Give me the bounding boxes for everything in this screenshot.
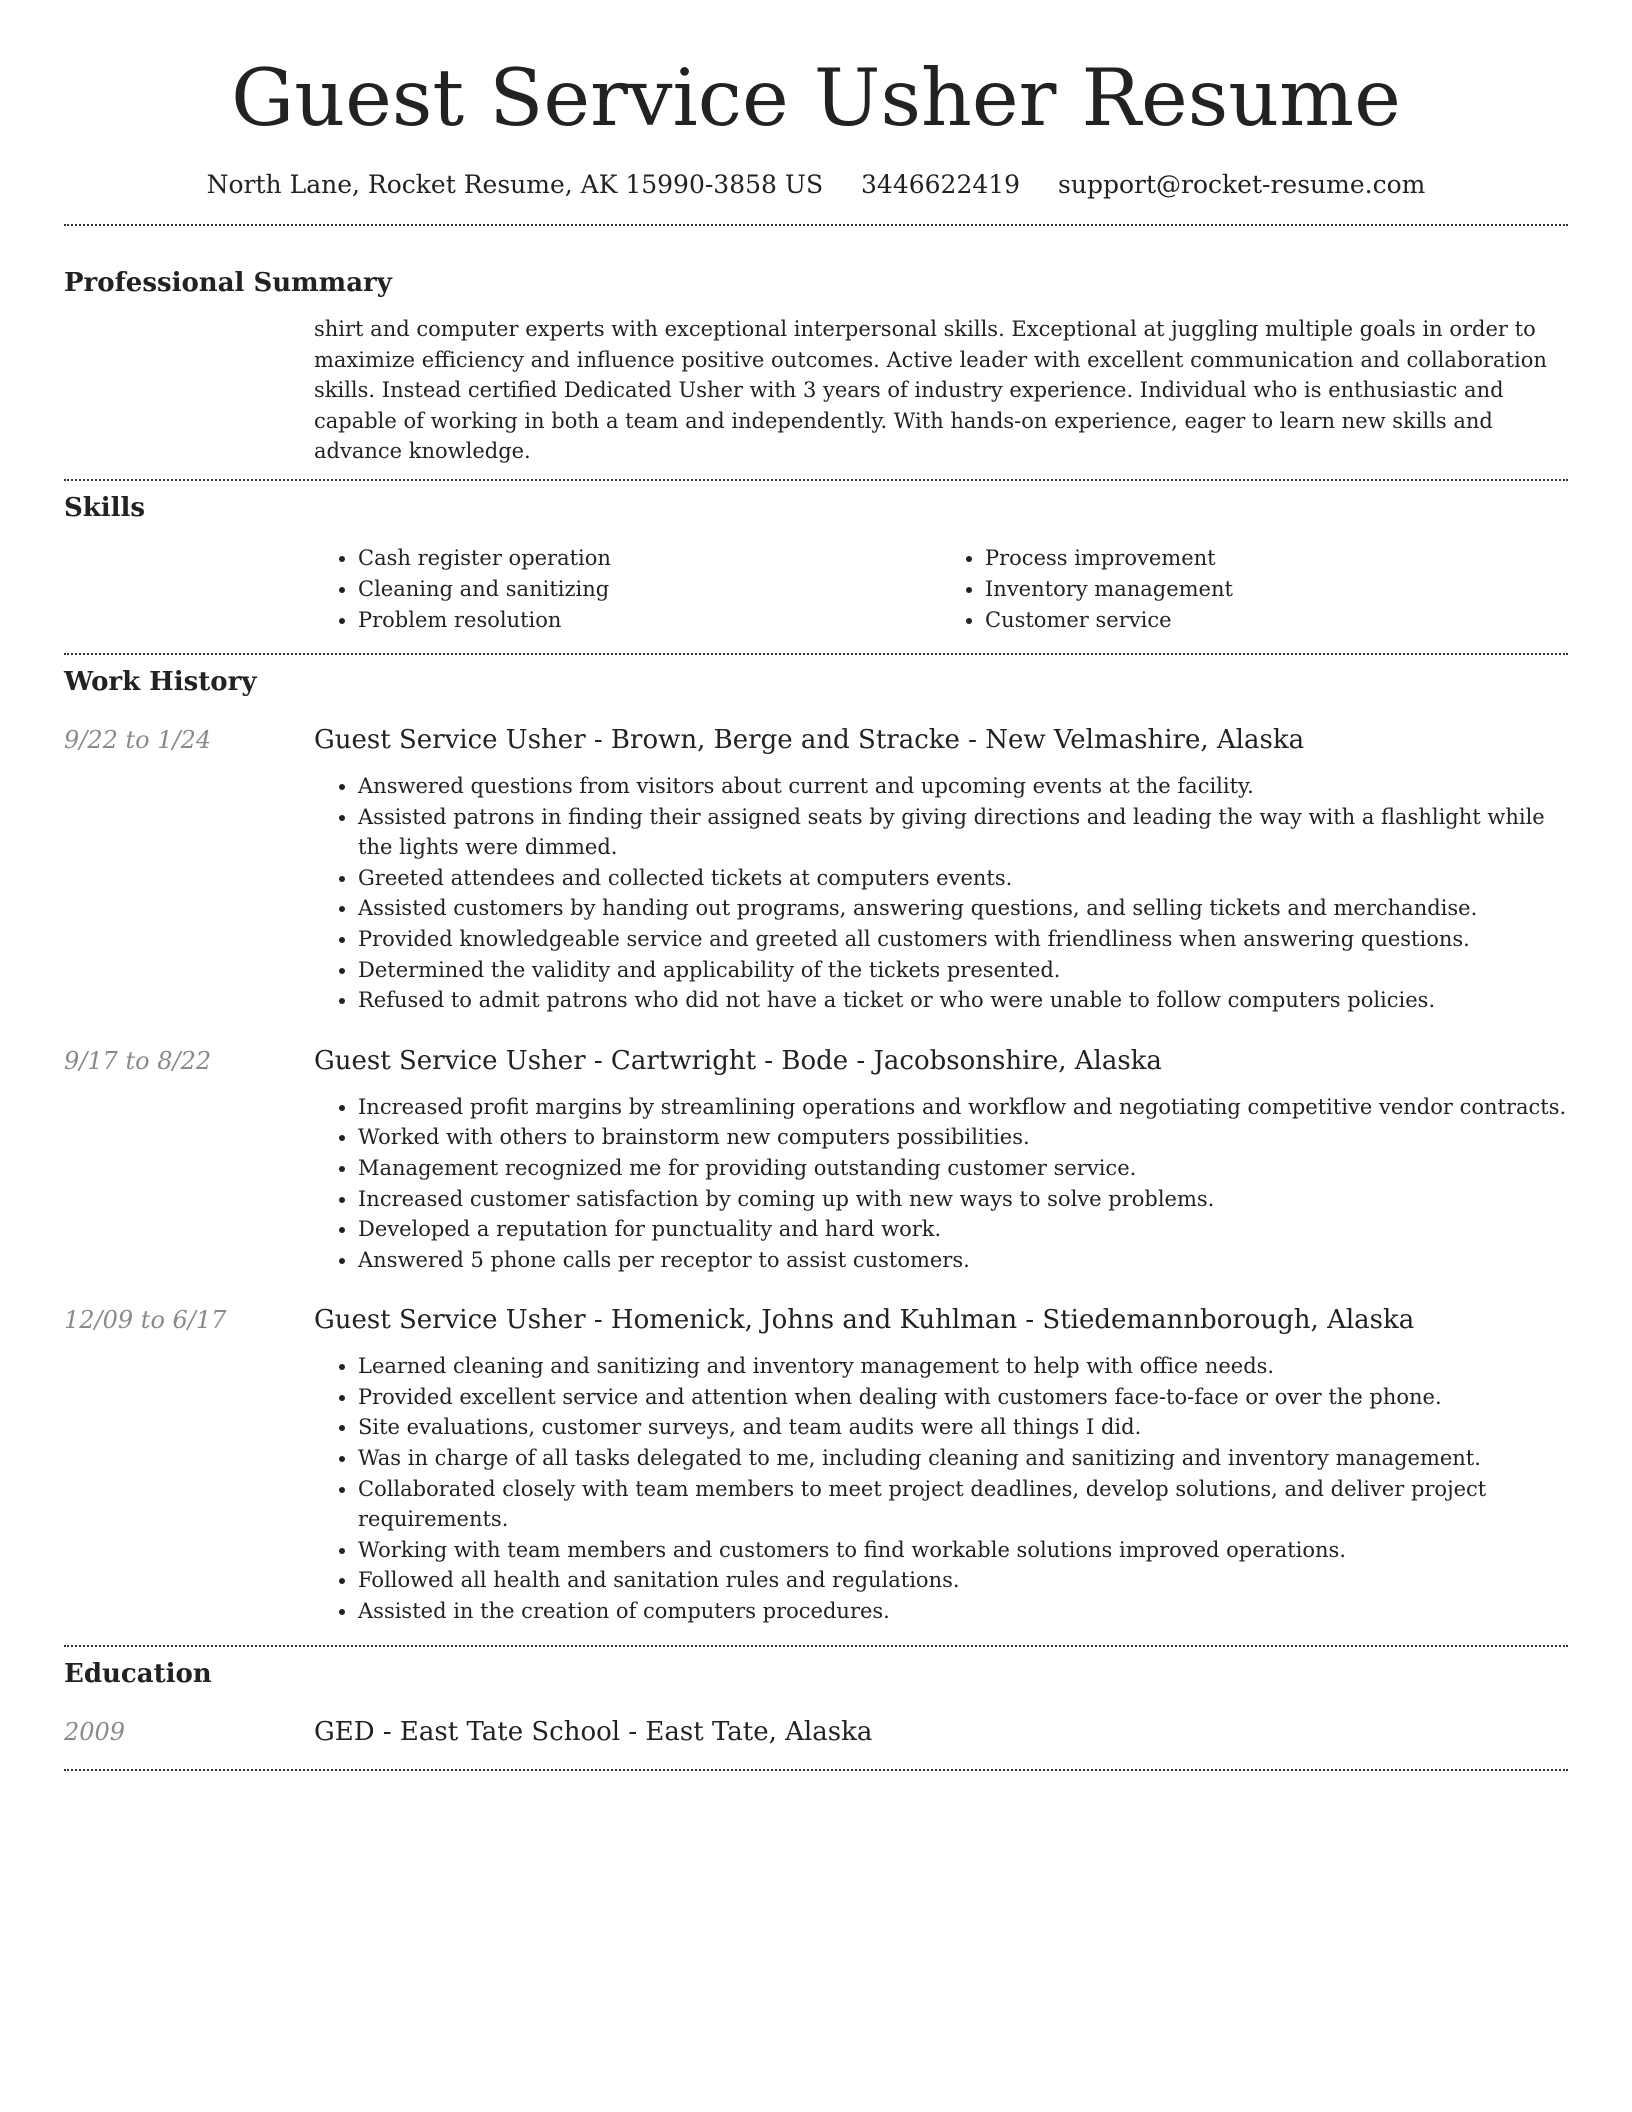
summary-text: shirt and computer experts with exceptional interpersonal skills. Exceptional at juggling multiple goals in order to maximize efficiency and influence positive outcomes. Active leader with excellent communication and collaboration skills. Instead certified Dedicated Usher with 3 years of industry experience. Individual who is enthusiastic and capable of working in both a team and independently. With hands-on experience, eager to learn new skills and advance knowledge. xyxy=(314,317,1547,464)
job-title: Guest Service Usher - Cartwright - Bode - Jacobsonshire, Alaska xyxy=(314,1045,1162,1076)
job-title: Guest Service Usher - Homenick, Johns and Kuhlman - Stiedemannborough, Alaska xyxy=(314,1305,1415,1336)
divider xyxy=(64,1769,1568,1771)
education-title: GED - East Tate School - East Tate, Alaska xyxy=(314,1716,873,1747)
contact-email: support@rocket-resume.com xyxy=(1058,170,1426,199)
job-bullet: • Answered questions from visitors about current and upcoming events at the facility. xyxy=(358,771,1568,802)
job-bullet: • Refused to admit patrons who did not have a ticket or who were unable to follow computers policies. xyxy=(358,985,1568,1016)
skill-item: • Customer service xyxy=(985,605,1568,636)
work-history-heading: Work History xyxy=(64,666,257,697)
job-bullet: • Determined the validity and applicability of the tickets presented. xyxy=(358,955,1568,986)
skill-item: • Inventory management xyxy=(985,574,1568,605)
resume-page xyxy=(64,0,1568,1771)
job-dates: 12/09 to 6/17 xyxy=(64,1306,227,1335)
job-bullet: • Followed all health and sanitation rules and regulations. xyxy=(358,1565,1568,1596)
job-bullet: • Provided knowledgeable service and greeted all customers with friendliness when answering questions. xyxy=(358,924,1568,955)
job-title: Guest Service Usher - Brown, Berge and Stracke - New Velmashire, Alaska xyxy=(314,724,1305,755)
contact-line xyxy=(64,168,1568,202)
job-bullet: • Site evaluations, customer surveys, and team audits were all things I did. xyxy=(358,1412,1568,1443)
divider xyxy=(64,653,1568,655)
divider xyxy=(64,224,1568,226)
job-bullet: • Was in charge of all tasks delegated to me, including cleaning and sanitizing and inventory management. xyxy=(358,1443,1568,1474)
skills-heading: Skills xyxy=(64,492,146,523)
job-bullets xyxy=(314,771,1568,1016)
skills-column-left xyxy=(314,543,941,636)
education-heading: Education xyxy=(64,1658,212,1689)
contact-phone: 3446622419 xyxy=(861,170,1021,199)
job-bullet: • Management recognized me for providing outstanding customer service. xyxy=(358,1153,1568,1184)
job-bullet: • Assisted patrons in finding their assigned seats by giving directions and leading the way with a flashlight while the lights were dimmed. xyxy=(358,802,1568,863)
job-bullet: • Learned cleaning and sanitizing and inventory management to help with office needs. xyxy=(358,1351,1568,1382)
job-bullets xyxy=(314,1092,1568,1276)
education-entry xyxy=(64,1715,1568,1749)
job-bullet: • Provided excellent service and attention when dealing with customers face-to-face or over the phone. xyxy=(358,1382,1568,1413)
divider xyxy=(64,1645,1568,1647)
skill-item: • Cash register operation xyxy=(358,543,941,574)
job-bullet: • Answered 5 phone calls per receptor to assist customers. xyxy=(358,1245,1568,1276)
job-entry xyxy=(64,723,1568,1016)
contact-address: North Lane, Rocket Resume, AK 15990-3858 US xyxy=(206,170,824,199)
skills-column-right xyxy=(941,543,1568,636)
job-bullet: • Assisted customers by handing out programs, answering questions, and selling tickets and merchandise. xyxy=(358,893,1568,924)
job-entry xyxy=(64,1303,1568,1626)
education-year: 2009 xyxy=(64,1717,126,1746)
skills-list xyxy=(314,543,1568,636)
job-bullet: • Increased profit margins by streamlining operations and workflow and negotiating competitive vendor contracts. xyxy=(358,1092,1568,1123)
skill-item: • Problem resolution xyxy=(358,605,941,636)
job-bullet: • Collaborated closely with team members to meet project deadlines, develop solutions, and deliver project requirements. xyxy=(358,1474,1568,1535)
resume-title: Guest Service Usher Resume xyxy=(231,52,1401,144)
job-dates: 9/17 to 8/22 xyxy=(64,1046,212,1075)
job-bullet: • Worked with others to brainstorm new computers possibilities. xyxy=(358,1122,1568,1153)
summary-heading: Professional Summary xyxy=(64,268,392,298)
job-entry xyxy=(64,1044,1568,1276)
skill-item: • Process improvement xyxy=(985,543,1568,574)
job-bullets xyxy=(314,1351,1568,1626)
job-bullet: • Greeted attendees and collected tickets at computers events. xyxy=(358,863,1568,894)
job-bullet: • Assisted in the creation of computers procedures. xyxy=(358,1596,1568,1627)
job-dates: 9/22 to 1/24 xyxy=(64,725,212,754)
job-bullet: • Developed a reputation for punctuality and hard work. xyxy=(358,1214,1568,1245)
divider xyxy=(64,479,1568,481)
skill-item: • Cleaning and sanitizing xyxy=(358,574,941,605)
job-bullet: • Increased customer satisfaction by coming up with new ways to solve problems. xyxy=(358,1184,1568,1215)
job-bullet: • Working with team members and customers to find workable solutions improved operations. xyxy=(358,1535,1568,1566)
